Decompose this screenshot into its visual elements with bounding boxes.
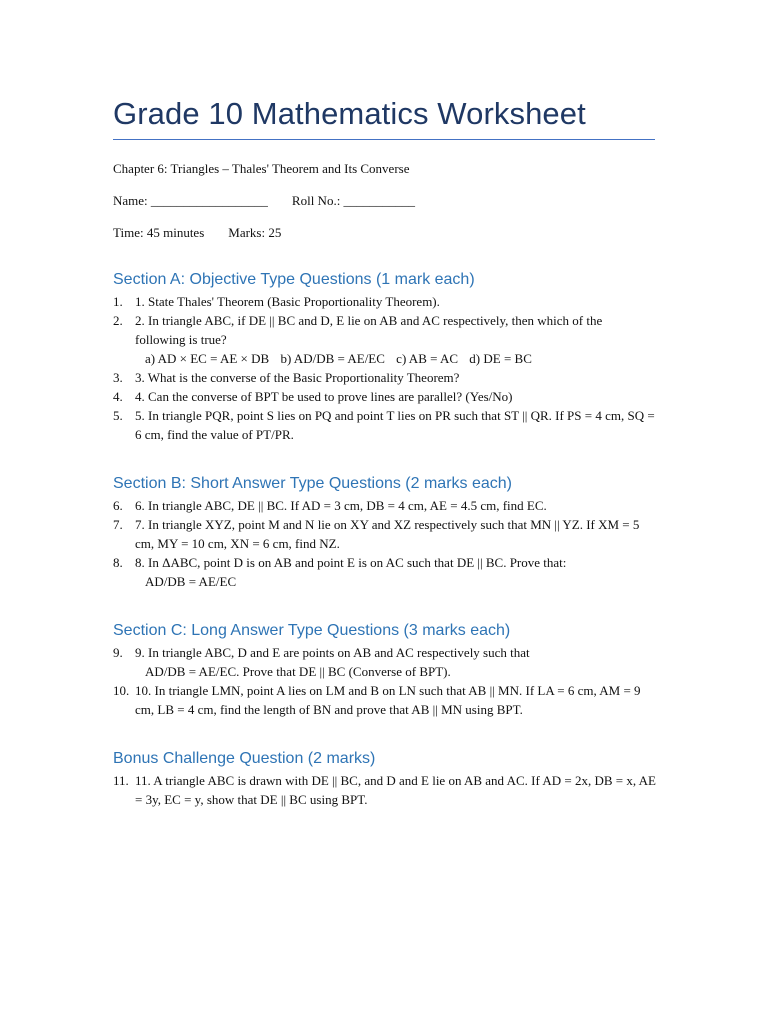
question-number: 10. <box>113 683 130 698</box>
question-number: 2. <box>113 313 123 328</box>
option-c: c) AB = AC <box>396 351 459 366</box>
title-underline <box>113 139 655 140</box>
question-item <box>113 771 656 809</box>
question-item <box>113 643 656 681</box>
question-text: 2. In triangle ABC, if DE || BC and D, E lie on AB and AC respectively, then which of the following is true? <box>135 313 603 347</box>
question-item <box>113 292 656 311</box>
option-d: d) DE = BC <box>469 351 532 366</box>
bonus-heading: Bonus Challenge Question (2 marks) <box>113 750 376 767</box>
bonus-questions <box>113 771 656 809</box>
question-item <box>113 311 656 368</box>
question-item <box>113 681 656 719</box>
section-c-heading: Section C: Long Answer Type Questions (3 marks each) <box>113 622 511 639</box>
question-number: 7. <box>113 517 123 532</box>
question-item <box>113 406 656 444</box>
question-continuation: AD/DB = AE/EC <box>145 574 237 589</box>
question-number: 8. <box>113 555 123 570</box>
question-text: 4. Can the converse of BPT be used to prove lines are parallel? (Yes/No) <box>135 389 513 404</box>
option-b: b) AD/DB = AE/EC <box>280 351 385 366</box>
question-text: 8. In ΔABC, point D is on AB and point E is on AC such that DE || BC. Prove that: <box>135 555 567 570</box>
question-item <box>113 368 656 387</box>
question-text: 5. In triangle PQR, point S lies on PQ and point T lies on PR such that ST || QR. If PS = 4 cm, SQ = 6 cm, find the value of PT/PR. <box>135 408 655 442</box>
section-a-heading: Section A: Objective Type Questions (1 mark each) <box>113 271 475 288</box>
question-number: 3. <box>113 370 123 385</box>
name-roll-line <box>113 193 656 209</box>
question-text: 7. In triangle XYZ, point M and N lie on XY and XZ respectively such that MN || YZ. If XM = 5 cm, MY = 10 cm, XN = 6 cm, find NZ. <box>135 517 640 551</box>
name-field: Name: __________________ <box>113 193 268 208</box>
question-text: 1. State Thales' Theorem (Basic Proportionality Theorem). <box>135 294 440 309</box>
page-title: Grade 10 Mathematics Worksheet <box>113 96 586 131</box>
question-number: 4. <box>113 389 123 404</box>
question-item <box>113 496 656 515</box>
time-label: Time: 45 minutes <box>113 225 205 240</box>
chapter-line: Chapter 6: Triangles – Thales' Theorem and Its Converse <box>113 161 410 176</box>
question-number: 11. <box>113 773 129 788</box>
section-b-heading: Section B: Short Answer Type Questions (2 marks each) <box>113 475 512 492</box>
question-number: 5. <box>113 408 123 423</box>
worksheet-page <box>113 92 656 809</box>
roll-field: Roll No.: ___________ <box>291 193 416 208</box>
question-text: 6. In triangle ABC, DE || BC. If AD = 3 cm, DB = 4 cm, AE = 4.5 cm, find EC. <box>135 498 547 513</box>
question-text: 11. A triangle ABC is drawn with DE || BC, and D and E lie on AB and AC. If AD = 2x, DB = x, AE = 3y, EC = y, show that DE || BC using BPT. <box>135 773 656 807</box>
question-item <box>113 515 656 553</box>
section-a-questions <box>113 292 656 444</box>
question-continuation: AD/DB = AE/EC. Prove that DE || BC (Converse of BPT). <box>145 664 451 679</box>
marks-label: Marks: 25 <box>228 225 282 240</box>
question-number: 6. <box>113 498 123 513</box>
question-text: 9. In triangle ABC, D and E are points on AB and AC respectively such that <box>135 645 530 660</box>
question-number: 1. <box>113 294 123 309</box>
question-item <box>113 387 656 406</box>
option-a: a) AD × EC = AE × DB <box>145 351 270 366</box>
time-marks-line <box>113 225 656 241</box>
section-c-questions <box>113 643 656 719</box>
question-text: 10. In triangle LMN, point A lies on LM and B on LN such that AB || MN. If LA = 6 cm, AM = 9 cm, LB = 4 cm, find the length of BN and prove that AB || MN using BPT. <box>135 683 641 717</box>
question-text: 3. What is the converse of the Basic Proportionality Theorem? <box>135 370 460 385</box>
question-item <box>113 553 656 591</box>
answer-options <box>135 349 656 368</box>
question-number: 9. <box>113 645 123 660</box>
section-b-questions <box>113 496 656 591</box>
